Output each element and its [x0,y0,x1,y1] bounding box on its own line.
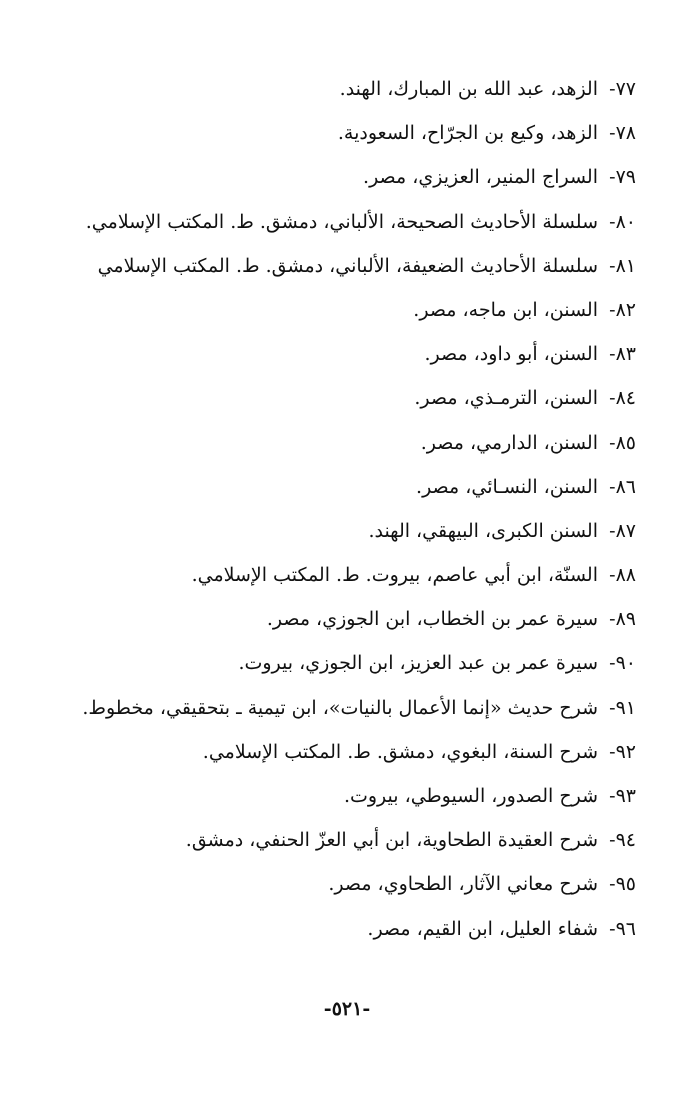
entry-number: ٨٥- [609,431,636,454]
entry-text: سيرة عمر بن عبد العزيز، ابن الجوزي، بيروت. [238,652,598,675]
entry-number: ٩٠- [609,652,636,675]
entry-number: ٨٦- [609,475,636,498]
entry-text: سيرة عمر بن الخطاب، ابن الجوزي، مصر. [266,608,598,631]
entry-text: شرح معاني الآثار، الطحاوي، مصر. [328,873,598,896]
entry-number: ٩٤- [609,829,636,852]
entry-text: السراج المنير، العزيزي، مصر. [363,166,598,189]
bibliography-entry-94 [36,829,636,851]
entry-number: ٩٥- [609,873,636,896]
entry-number: ٨٤- [609,387,636,410]
entry-text: شفاء العليل، ابن القيم، مصر. [367,917,598,940]
bibliography-entry-95 [36,873,636,895]
bibliography-entry-80 [36,211,636,233]
bibliography-entry-78 [36,122,636,144]
bibliography-entry-88 [36,564,636,586]
bibliography-entry-93 [36,785,636,807]
bibliography-entry-81 [36,255,636,277]
bibliography-entry-79 [36,166,636,188]
entry-number: ٩٢- [609,740,636,763]
entry-text: السنن، النسـائي، مصر. [416,475,598,498]
entry-text: شرح الصدور، السيوطي، بيروت. [343,785,598,807]
entry-number: ٧٩- [609,166,636,189]
entry-text: السنن، الترمـذي، مصر. [414,387,598,410]
page-number: -٥٢١- [323,998,371,1020]
entry-text: سلسلة الأحاديث الصحيحة، الألباني، دمشق. ط. المكتب الإسلامي. [85,210,598,233]
entry-number: ٧٧- [609,78,636,100]
entry-text: السنّة، ابن أبي عاصم، بيروت. ط. المكتب الإسلامي. [191,564,598,587]
entry-text: الزهد، وكيع بن الجرّاح، السعودية. [337,122,598,145]
bibliography-entry-85 [36,432,636,454]
bibliography-entry-86 [36,476,636,498]
bibliography-entry-89 [36,608,636,630]
entry-text: السنن، أبو داود، مصر. [424,343,598,366]
entry-text: شرح العقيدة الطحاوية، ابن أبي العزّ الحنفي، دمشق. [185,829,598,852]
bibliography-entry-84 [36,387,636,409]
entry-number: ٨٣- [609,343,636,366]
bibliography-entry-77 [36,78,636,100]
entry-text: السنن الكبرى، البيهقي، الهند. [368,519,598,542]
entry-number: ٨١- [609,254,636,277]
bibliography-entry-96 [36,918,636,940]
bibliography-entry-83 [36,343,636,365]
entry-text: شرح حديث «إنما الأعمال بالنيات»، ابن تيمية ـ بتحقيقي، مخطوط. [82,696,598,719]
bibliography-entry-91 [36,697,636,719]
bibliography-entry-90 [36,652,636,674]
entry-text: سلسلة الأحاديث الضعيفة، الألباني، دمشق. ط. المكتب الإسلامي [97,254,598,277]
entry-text: شرح السنة، البغوي، دمشق. ط. المكتب الإسلامي. [202,740,598,763]
entry-number: ٩٣- [609,785,636,807]
entry-number: ٧٨- [609,122,636,145]
bibliography-list [36,78,636,962]
entry-text: السنن، ابن ماجه، مصر. [413,298,598,321]
entry-number: ٨٠- [609,210,636,233]
entry-number: ٨٨- [609,564,636,587]
bibliography-entry-87 [36,520,636,542]
entry-text: الزهد، عبد الله بن المبارك، الهند. [339,78,598,100]
bibliography-entry-92 [36,741,636,763]
entry-number: ٨٢- [609,298,636,321]
entry-number: ٩٦- [609,917,636,940]
entry-number: ٩١- [609,696,636,719]
entry-text: السنن، الدارمي، مصر. [420,431,598,454]
bibliography-entry-82 [36,299,636,321]
entry-number: ٨٧- [609,519,636,542]
entry-number: ٨٩- [609,608,636,631]
